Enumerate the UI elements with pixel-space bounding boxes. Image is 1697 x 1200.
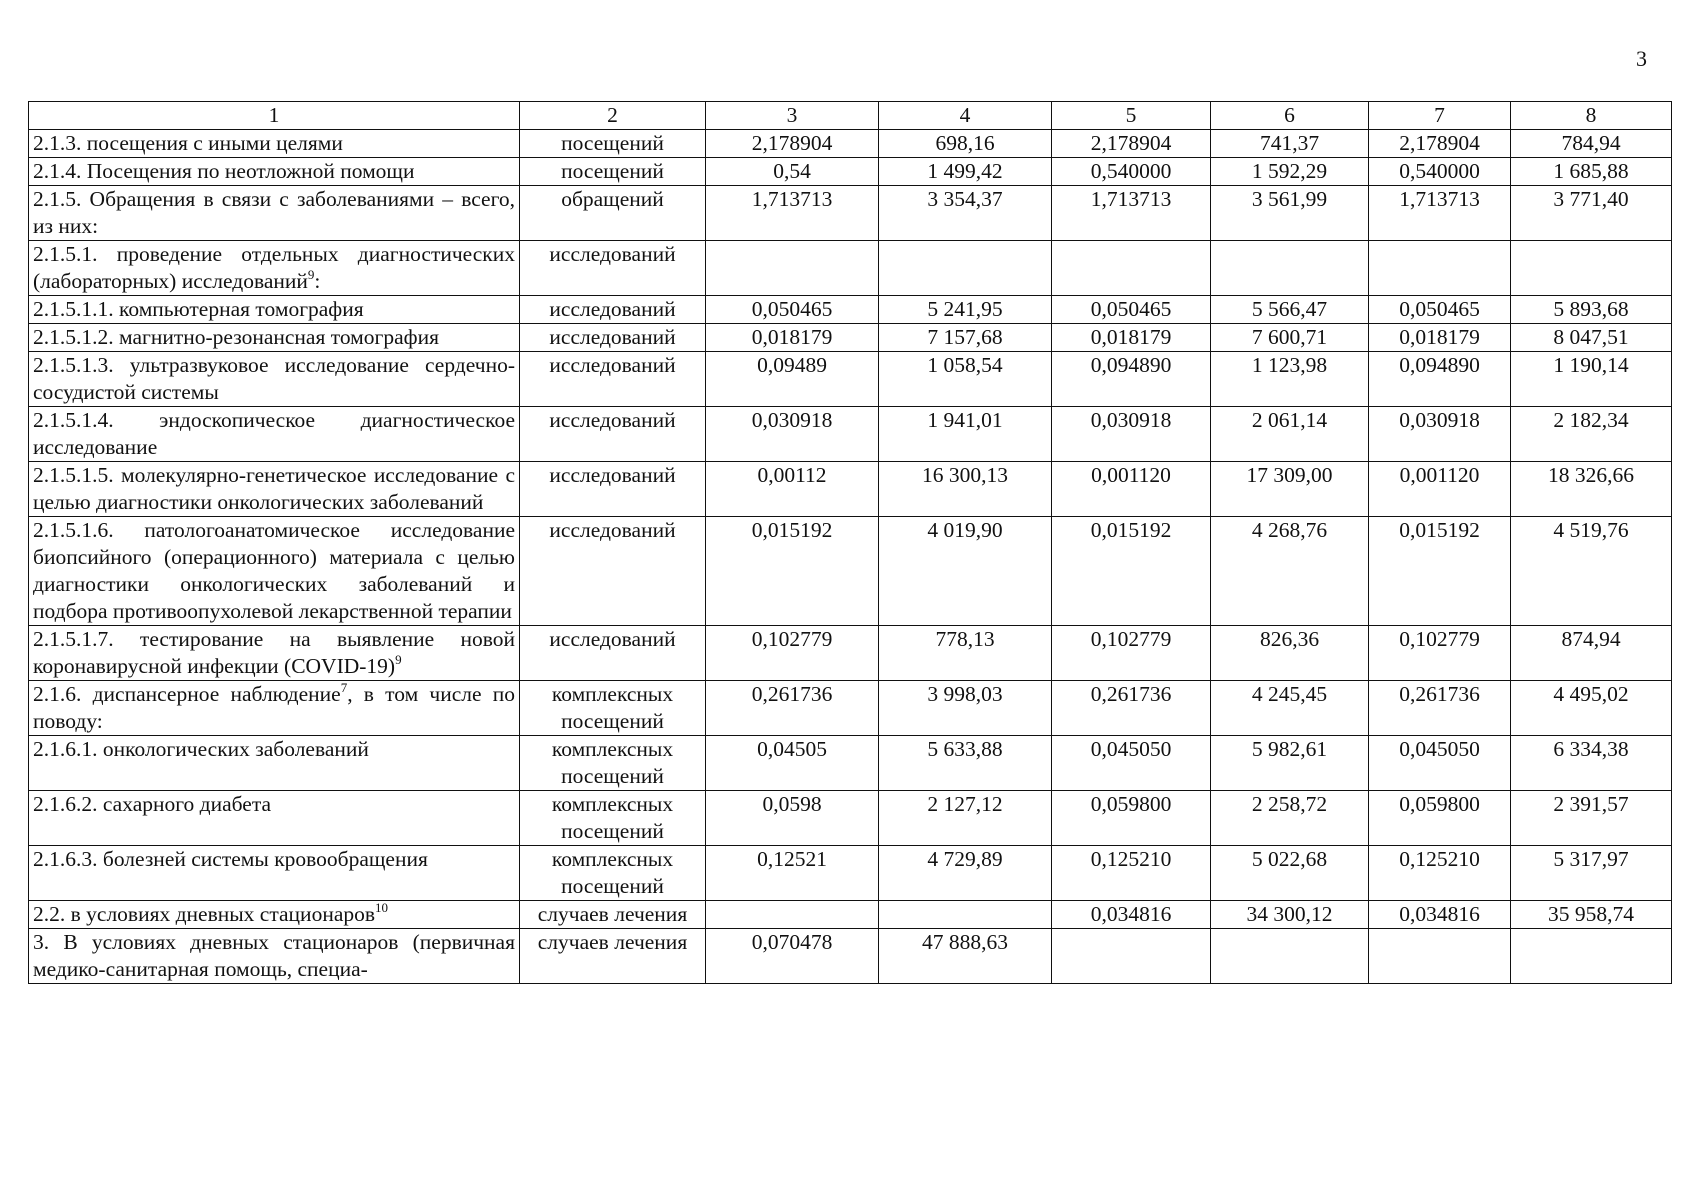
row-name: 2.1.6.1. онкологических заболеваний bbox=[33, 737, 369, 761]
table-row bbox=[29, 462, 1672, 517]
value-cell-4 bbox=[879, 901, 1052, 929]
value-cell-6: 741,37 bbox=[1211, 130, 1369, 158]
value-cell-8: 2 182,34 bbox=[1511, 407, 1672, 462]
header-cell: 2 bbox=[520, 102, 706, 130]
value-cell-7: 0,015192 bbox=[1369, 517, 1511, 626]
table-row bbox=[29, 736, 1672, 791]
value-cell-7 bbox=[1369, 241, 1511, 296]
table-row bbox=[29, 901, 1672, 929]
value-cell-7: 0,261736 bbox=[1369, 681, 1511, 736]
value-cell-6: 5 566,47 bbox=[1211, 296, 1369, 324]
unit-cell: исследований bbox=[520, 462, 706, 517]
value-cell-4: 2 127,12 bbox=[879, 791, 1052, 846]
row-name-cell bbox=[29, 517, 520, 626]
value-cell-8: 2 391,57 bbox=[1511, 791, 1672, 846]
value-cell-6: 826,36 bbox=[1211, 626, 1369, 681]
unit-cell: комплексных посещений bbox=[520, 846, 706, 901]
table-row bbox=[29, 407, 1672, 462]
value-cell-4: 4 019,90 bbox=[879, 517, 1052, 626]
value-cell-4: 778,13 bbox=[879, 626, 1052, 681]
value-cell-7: 0,094890 bbox=[1369, 352, 1511, 407]
value-cell-8: 1 685,88 bbox=[1511, 158, 1672, 186]
value-cell-4: 3 354,37 bbox=[879, 186, 1052, 241]
value-cell-4: 16 300,13 bbox=[879, 462, 1052, 517]
row-name-cell bbox=[29, 352, 520, 407]
value-cell-4: 7 157,68 bbox=[879, 324, 1052, 352]
value-cell-5: 0,540000 bbox=[1052, 158, 1211, 186]
unit-cell: посещений bbox=[520, 158, 706, 186]
table-row bbox=[29, 241, 1672, 296]
value-cell-6: 3 561,99 bbox=[1211, 186, 1369, 241]
value-cell-5: 0,102779 bbox=[1052, 626, 1211, 681]
unit-cell: обращений bbox=[520, 186, 706, 241]
value-cell-5: 0,050465 bbox=[1052, 296, 1211, 324]
unit-cell: комплексных посещений bbox=[520, 791, 706, 846]
row-name: 2.1.6. диспансерное наблюдение bbox=[33, 682, 341, 706]
table-row bbox=[29, 626, 1672, 681]
value-cell-3: 0,261736 bbox=[706, 681, 879, 736]
header-cell: 3 bbox=[706, 102, 879, 130]
value-cell-6 bbox=[1211, 241, 1369, 296]
table-row bbox=[29, 929, 1672, 984]
value-cell-6: 5 982,61 bbox=[1211, 736, 1369, 791]
value-cell-3: 0,04505 bbox=[706, 736, 879, 791]
table-row bbox=[29, 517, 1672, 626]
row-name-cell bbox=[29, 186, 520, 241]
header-cell: 1 bbox=[29, 102, 520, 130]
value-cell-3: 0,54 bbox=[706, 158, 879, 186]
value-cell-6: 4 245,45 bbox=[1211, 681, 1369, 736]
value-cell-4: 5 241,95 bbox=[879, 296, 1052, 324]
header-cell: 5 bbox=[1052, 102, 1211, 130]
value-cell-7: 0,050465 bbox=[1369, 296, 1511, 324]
row-name: 2.1.6.2. сахарного диабета bbox=[33, 792, 272, 816]
value-cell-7 bbox=[1369, 929, 1511, 984]
row-name-cell bbox=[29, 158, 520, 186]
table-row bbox=[29, 846, 1672, 901]
tariff-table bbox=[28, 101, 1672, 984]
value-cell-6: 1 592,29 bbox=[1211, 158, 1369, 186]
value-cell-3: 0,09489 bbox=[706, 352, 879, 407]
value-cell-5: 0,261736 bbox=[1052, 681, 1211, 736]
value-cell-6: 17 309,00 bbox=[1211, 462, 1369, 517]
value-cell-5: 0,030918 bbox=[1052, 407, 1211, 462]
unit-cell: исследований bbox=[520, 626, 706, 681]
value-cell-8: 784,94 bbox=[1511, 130, 1672, 158]
header-cell: 7 bbox=[1369, 102, 1511, 130]
value-cell-3 bbox=[706, 901, 879, 929]
row-name-tail: , в том числе по поводу: bbox=[33, 682, 515, 733]
row-name: 2.1.5.1.4. эндоскопическое диагностическое исследование bbox=[33, 408, 515, 459]
row-name: 2.1.6.3. болезней системы кровообращения bbox=[33, 847, 428, 871]
row-name-cell bbox=[29, 626, 520, 681]
value-cell-3: 0,015192 bbox=[706, 517, 879, 626]
row-name-cell bbox=[29, 736, 520, 791]
value-cell-8: 874,94 bbox=[1511, 626, 1672, 681]
value-cell-3: 0,050465 bbox=[706, 296, 879, 324]
value-cell-8: 18 326,66 bbox=[1511, 462, 1672, 517]
value-cell-3: 0,0598 bbox=[706, 791, 879, 846]
row-name-cell bbox=[29, 462, 520, 517]
unit-cell: случаев лечения bbox=[520, 929, 706, 984]
value-cell-7: 0,001120 bbox=[1369, 462, 1511, 517]
value-cell-6: 5 022,68 bbox=[1211, 846, 1369, 901]
value-cell-7: 0,102779 bbox=[1369, 626, 1511, 681]
unit-cell: исследований bbox=[520, 352, 706, 407]
value-cell-4: 1 499,42 bbox=[879, 158, 1052, 186]
footnote-ref: 10 bbox=[375, 900, 389, 915]
unit-cell: исследований bbox=[520, 324, 706, 352]
value-cell-3: 0,070478 bbox=[706, 929, 879, 984]
table-row bbox=[29, 352, 1672, 407]
row-name-cell bbox=[29, 929, 520, 984]
value-cell-4: 1 941,01 bbox=[879, 407, 1052, 462]
value-cell-6: 4 268,76 bbox=[1211, 517, 1369, 626]
value-cell-8: 3 771,40 bbox=[1511, 186, 1672, 241]
table-row bbox=[29, 324, 1672, 352]
value-cell-3: 0,12521 bbox=[706, 846, 879, 901]
value-cell-3: 2,178904 bbox=[706, 130, 879, 158]
value-cell-8: 1 190,14 bbox=[1511, 352, 1672, 407]
value-cell-8: 8 047,51 bbox=[1511, 324, 1672, 352]
header-cell: 4 bbox=[879, 102, 1052, 130]
value-cell-3: 0,102779 bbox=[706, 626, 879, 681]
value-cell-8 bbox=[1511, 241, 1672, 296]
value-cell-8: 4 519,76 bbox=[1511, 517, 1672, 626]
row-name-cell bbox=[29, 130, 520, 158]
table-row bbox=[29, 296, 1672, 324]
row-name-cell bbox=[29, 324, 520, 352]
value-cell-7: 0,059800 bbox=[1369, 791, 1511, 846]
unit-cell: случаев лечения bbox=[520, 901, 706, 929]
header-row bbox=[29, 102, 1672, 130]
value-cell-6: 2 061,14 bbox=[1211, 407, 1369, 462]
value-cell-7: 0,540000 bbox=[1369, 158, 1511, 186]
row-name: 2.1.5.1.7. тестирование на выявление новой коронавирусной инфекции (COVID-19) bbox=[33, 627, 515, 678]
value-cell-3: 0,00112 bbox=[706, 462, 879, 517]
value-cell-6 bbox=[1211, 929, 1369, 984]
value-cell-4: 47 888,63 bbox=[879, 929, 1052, 984]
value-cell-3: 1,713713 bbox=[706, 186, 879, 241]
value-cell-8: 35 958,74 bbox=[1511, 901, 1672, 929]
value-cell-5: 1,713713 bbox=[1052, 186, 1211, 241]
value-cell-5 bbox=[1052, 929, 1211, 984]
unit-cell: комплексных посещений bbox=[520, 681, 706, 736]
row-name-cell bbox=[29, 901, 520, 929]
row-name: 2.1.5.1.2. магнитно-резонансная томография bbox=[33, 325, 439, 349]
unit-cell: комплексных посещений bbox=[520, 736, 706, 791]
value-cell-8: 4 495,02 bbox=[1511, 681, 1672, 736]
value-cell-7: 0,125210 bbox=[1369, 846, 1511, 901]
value-cell-6: 1 123,98 bbox=[1211, 352, 1369, 407]
row-name: 2.1.5. Обращения в связи с заболеваниями – всего, из них: bbox=[33, 187, 515, 238]
value-cell-5: 0,094890 bbox=[1052, 352, 1211, 407]
table-row bbox=[29, 681, 1672, 736]
value-cell-3: 0,030918 bbox=[706, 407, 879, 462]
row-name: 2.1.5.1.5. молекулярно-генетическое исследование с целью диагностики онкологических заболеваний bbox=[33, 463, 515, 514]
header-cell: 8 bbox=[1511, 102, 1672, 130]
value-cell-5 bbox=[1052, 241, 1211, 296]
footnote-ref: 7 bbox=[340, 680, 348, 695]
page-number: 3 bbox=[1636, 46, 1647, 71]
row-name: 2.1.5.1.3. ультразвуковое исследование сердечно-сосудистой системы bbox=[33, 353, 515, 404]
value-cell-4 bbox=[879, 241, 1052, 296]
value-cell-5: 0,125210 bbox=[1052, 846, 1211, 901]
value-cell-5: 0,059800 bbox=[1052, 791, 1211, 846]
value-cell-7: 0,034816 bbox=[1369, 901, 1511, 929]
row-name: 2.1.4. Посещения по неотложной помощи bbox=[33, 159, 415, 183]
table-row bbox=[29, 791, 1672, 846]
value-cell-5: 0,001120 bbox=[1052, 462, 1211, 517]
value-cell-5: 0,034816 bbox=[1052, 901, 1211, 929]
row-name-cell bbox=[29, 681, 520, 736]
row-name-cell bbox=[29, 846, 520, 901]
value-cell-4: 698,16 bbox=[879, 130, 1052, 158]
value-cell-5: 2,178904 bbox=[1052, 130, 1211, 158]
table-row bbox=[29, 186, 1672, 241]
value-cell-8: 5 317,97 bbox=[1511, 846, 1672, 901]
value-cell-4: 4 729,89 bbox=[879, 846, 1052, 901]
row-name: 2.1.5.1.6. патологоанатомическое исследование биопсийного (операционного) материала с целью диагностики онкологических заболеваний и подбора противоопухолевой лекарственной терапии bbox=[33, 518, 515, 623]
value-cell-8: 5 893,68 bbox=[1511, 296, 1672, 324]
row-name-cell bbox=[29, 241, 520, 296]
value-cell-7: 1,713713 bbox=[1369, 186, 1511, 241]
row-name: 2.2. в условиях дневных стационаров bbox=[33, 902, 376, 926]
row-name: 2.1.3. посещения с иными целями bbox=[33, 131, 343, 155]
value-cell-6: 2 258,72 bbox=[1211, 791, 1369, 846]
row-name-cell bbox=[29, 791, 520, 846]
row-name-cell bbox=[29, 296, 520, 324]
value-cell-6: 7 600,71 bbox=[1211, 324, 1369, 352]
row-name-cell bbox=[29, 407, 520, 462]
unit-cell: исследований bbox=[520, 241, 706, 296]
footnote-ref: 9 bbox=[307, 267, 315, 282]
table-row bbox=[29, 158, 1672, 186]
value-cell-7: 0,045050 bbox=[1369, 736, 1511, 791]
table-row bbox=[29, 130, 1672, 158]
value-cell-6: 34 300,12 bbox=[1211, 901, 1369, 929]
unit-cell: исследований bbox=[520, 296, 706, 324]
value-cell-8 bbox=[1511, 929, 1672, 984]
row-name: 2.1.5.1. проведение отдельных диагностических (лабораторных) исследований bbox=[33, 242, 515, 293]
value-cell-4: 1 058,54 bbox=[879, 352, 1052, 407]
row-name: 2.1.5.1.1. компьютерная томография bbox=[33, 297, 364, 321]
value-cell-3 bbox=[706, 241, 879, 296]
value-cell-4: 5 633,88 bbox=[879, 736, 1052, 791]
unit-cell: посещений bbox=[520, 130, 706, 158]
value-cell-5: 0,045050 bbox=[1052, 736, 1211, 791]
footnote-ref: 9 bbox=[395, 652, 402, 667]
value-cell-3: 0,018179 bbox=[706, 324, 879, 352]
value-cell-8: 6 334,38 bbox=[1511, 736, 1672, 791]
header-cell: 6 bbox=[1211, 102, 1369, 130]
value-cell-4: 3 998,03 bbox=[879, 681, 1052, 736]
unit-cell: исследований bbox=[520, 517, 706, 626]
row-name: 3. В условиях дневных стационаров (первичная медико-санитарная помощь, специа- bbox=[33, 930, 515, 981]
row-name-tail: : bbox=[314, 269, 321, 293]
value-cell-7: 0,030918 bbox=[1369, 407, 1511, 462]
value-cell-5: 0,018179 bbox=[1052, 324, 1211, 352]
value-cell-5: 0,015192 bbox=[1052, 517, 1211, 626]
unit-cell: исследований bbox=[520, 407, 706, 462]
value-cell-7: 2,178904 bbox=[1369, 130, 1511, 158]
value-cell-7: 0,018179 bbox=[1369, 324, 1511, 352]
